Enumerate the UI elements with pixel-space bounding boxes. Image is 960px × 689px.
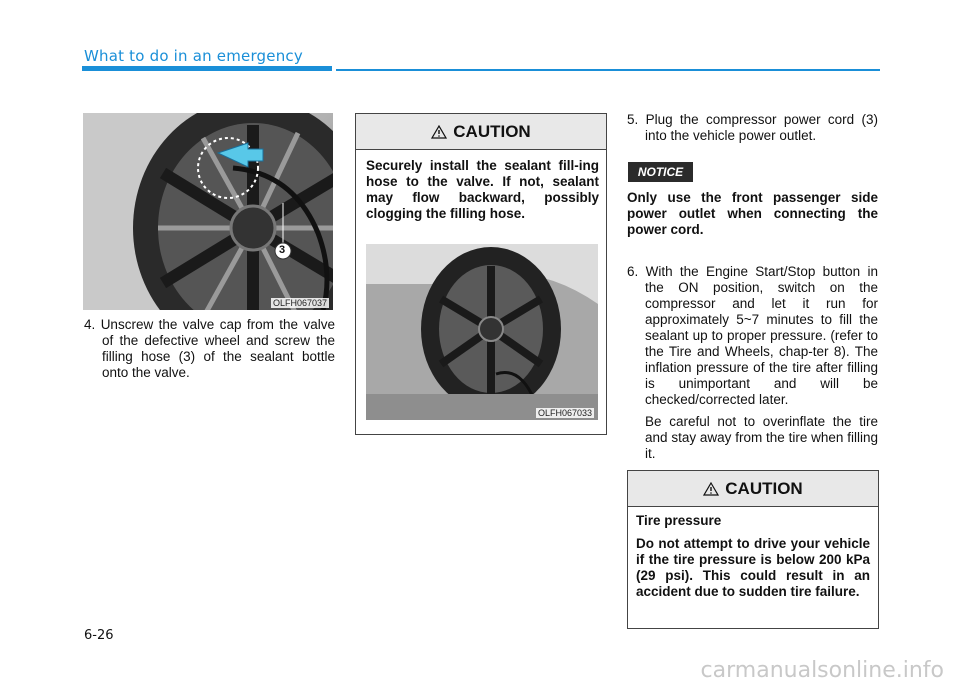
warning-triangle-icon	[703, 482, 719, 496]
caution-title: CAUTION	[725, 478, 803, 498]
callout-number: 3	[279, 244, 286, 256]
caution-text: Securely install the sealant fill-ing hose to the valve. If not, sealant may flow backward, possibly clogging the filling hose.	[366, 158, 599, 221]
step-4-text: Unscrew the valve cap from the valve of the defective wheel and screw the filling hose (3) of the sealant bottle onto the valve.	[100, 317, 335, 380]
caution-header	[628, 471, 878, 507]
watermark: carmanualsonline.info	[700, 658, 944, 683]
step-5	[627, 112, 878, 144]
notice-text: Only use the front passenger side power outlet when connecting the power cord.	[627, 190, 878, 237]
figure-tire-side	[366, 244, 598, 420]
caution-header	[356, 114, 606, 150]
caution-box-tire-pressure	[627, 470, 879, 629]
wheel-hose-illustration	[83, 113, 333, 310]
step-4	[84, 317, 335, 381]
caution-title: CAUTION	[453, 121, 531, 141]
header-rule-light	[336, 69, 880, 71]
warning-triangle-icon	[431, 125, 447, 139]
step-6	[627, 264, 878, 462]
tire-side-illustration	[366, 244, 598, 420]
step-6-extra: Be careful not to overinflate the tire and stay away from the tire when filling it.	[645, 414, 878, 461]
page-number: 6-26	[84, 628, 114, 643]
figure-code: OLFH067033	[537, 408, 592, 418]
figure-wheel-hose	[83, 113, 333, 310]
step-6-number: 6.	[627, 264, 639, 279]
step-6-text: With the Engine Start/Stop button in the ON position, switch on the compressor and let it run for approximately 5~7 minutes to fill the sealant up to proper pressure. (refer to the Tire and Wheels, chap-ter 8). The inflation pressure of the tire after filling is unimportant and will be checked/corrected later.	[645, 264, 878, 407]
section-title: What to do in an emergency	[84, 47, 303, 65]
caution-box-sealant	[355, 113, 607, 435]
figure-code: OLFH067037	[272, 298, 327, 308]
caution-subtitle: Tire pressure	[636, 513, 722, 528]
header-rule-dark	[82, 66, 332, 71]
caution-text: Do not attempt to drive your vehicle if the tire pressure is below 200 kPa (29 psi). This could result in an accident due to sudden tire failure.	[636, 536, 870, 599]
step-5-text: Plug the compressor power cord (3) into the vehicle power outlet.	[645, 112, 878, 143]
step-5-number: 5.	[627, 112, 639, 127]
step-4-number: 4.	[84, 317, 96, 332]
notice-badge: NOTICE	[628, 162, 693, 182]
